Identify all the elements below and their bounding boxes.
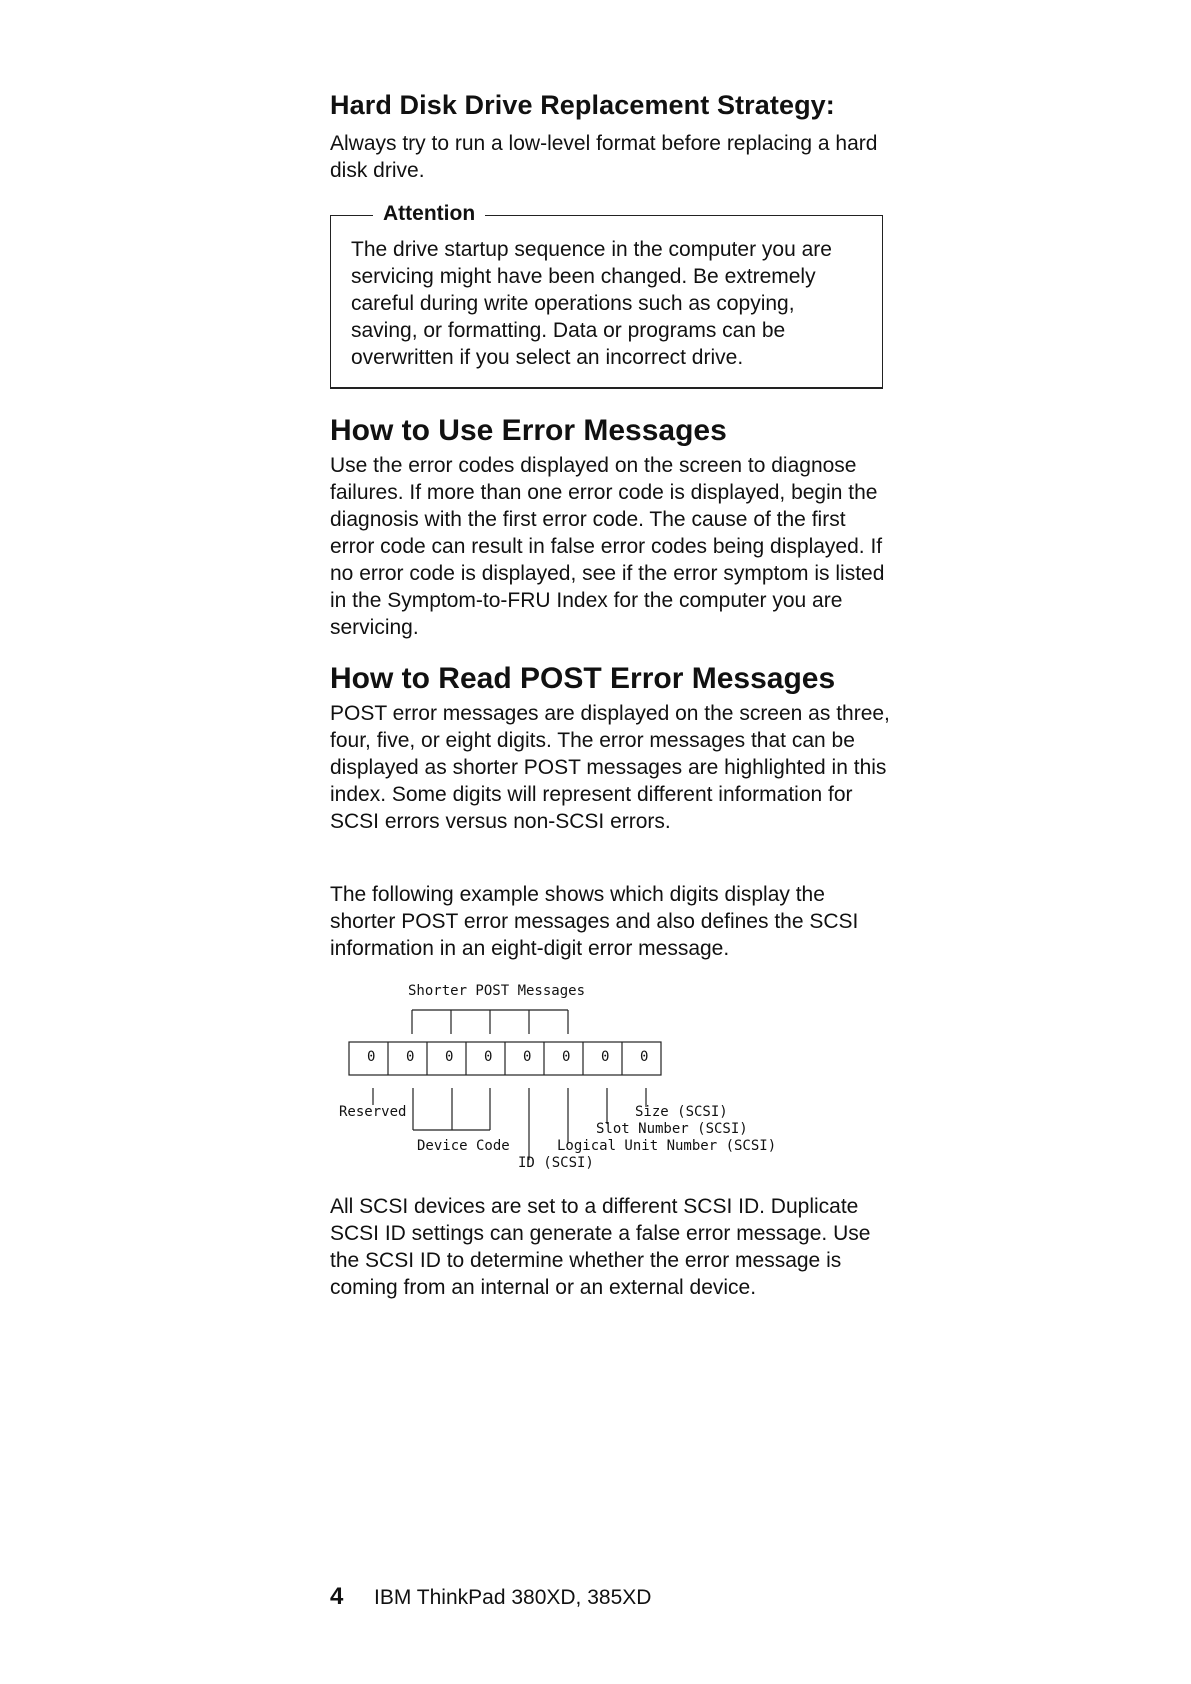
digit-1: 0 — [367, 1049, 376, 1065]
subsection-heading-hdd: Hard Disk Drive Replacement Strategy: — [330, 90, 835, 120]
attention-text: The drive startup sequence in the computer you are servicing might have been changed. Be extremely careful during write operations such as copying, saving, or formatting. Data or programs can be overwritten if you select an incorrect drive. — [351, 238, 832, 369]
page-number: 4 — [330, 1583, 344, 1610]
post-paragraph-2: The following example shows which digits display the shorter POST error messages and also defines the SCSI information in an eight-digit error message. — [330, 883, 859, 960]
diagram-label-device-code: Device Code — [417, 1138, 510, 1154]
post-paragraph-1: POST error messages are displayed on the screen as three, four, five, or eight digits. The error messages that can be displayed as shorter POST messages are highlighted in this index. Some digits will represent different information for SCSI errors versus non-SCSI errors. — [330, 702, 890, 833]
diagram-label-id: ID (SCSI) — [518, 1155, 594, 1171]
digit-3: 0 — [445, 1049, 454, 1065]
diagram-label-lun: Logical Unit Number (SCSI) — [557, 1138, 777, 1154]
hdd-paragraph: Always try to run a low-level format before replacing a hard disk drive. — [330, 132, 878, 182]
error-messages-paragraph: Use the error codes displayed on the screen to diagnose failures. If more than one error code is displayed, begin the diagnosis with the first error code. The cause of the first error code can result in false error codes being displayed. If no error code is displayed, see if the error symptom is listed in the Symptom-to-FRU Index for the computer you are servicing. — [330, 454, 885, 639]
diagram-label-shorter-post: Shorter POST Messages — [408, 983, 586, 999]
footer-title: IBM ThinkPad 380XD, 385XD — [374, 1586, 652, 1609]
post-paragraph-3: All SCSI devices are set to a different SCSI ID. Duplicate SCSI ID settings can generate a false error message. Use the SCSI ID to determine whether the error message is coming from an internal or an external device. — [330, 1195, 871, 1299]
digit-6: 0 — [562, 1049, 571, 1065]
section-heading-post-messages: How to Read POST Error Messages — [330, 662, 836, 695]
digit-7: 0 — [601, 1049, 610, 1065]
digit-4: 0 — [484, 1049, 493, 1065]
section-heading-error-messages: How to Use Error Messages — [330, 414, 727, 447]
attention-title: Attention — [373, 202, 485, 226]
digit-8: 0 — [640, 1049, 649, 1065]
digit-5: 0 — [523, 1049, 532, 1065]
diagram-label-reserved: Reserved — [339, 1104, 407, 1120]
diagram-label-slot: Slot Number (SCSI) — [596, 1121, 748, 1137]
digit-2: 0 — [406, 1049, 415, 1065]
diagram-label-size: Size (SCSI) — [635, 1104, 728, 1120]
